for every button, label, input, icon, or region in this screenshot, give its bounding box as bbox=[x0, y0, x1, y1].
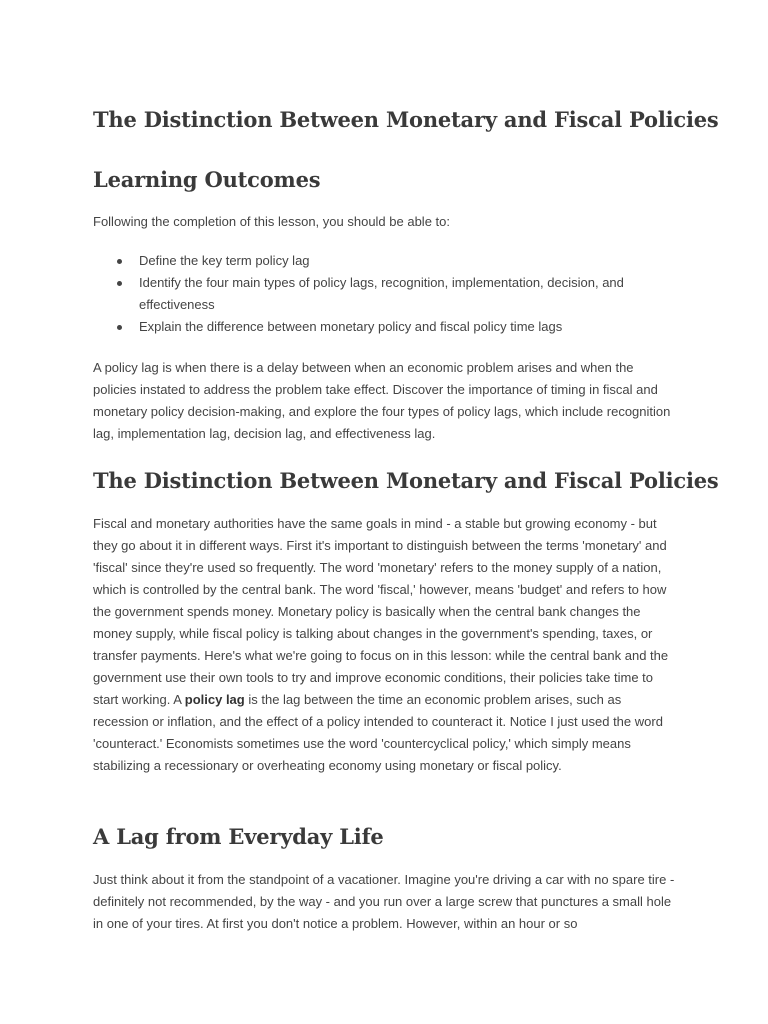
distinction-text-after: is the lag between the time an economic problem arises, such as recession or inflation, and the effect of a policy intended to counteract it. Notice I just used the word 'counteract.' Economists sometimes use the word 'countercyclical policy,' which simply means stabilizing a recessionary or overheating economy using monetary or fiscal policy. bbox=[93, 692, 663, 773]
distinction-heading: The Distinction Between Monetary and Fiscal Policies bbox=[93, 468, 719, 493]
everyday-lag-paragraph: Just think about it from the standpoint of a vacationer. Imagine you're driving a car with no spare tire - definitely not recommended, by the way - and you run over a large screw that punctures a small hole in one of your tires. At first you don't notice a problem. However, within an hour or so bbox=[93, 872, 675, 931]
summary-paragraph: A policy lag is when there is a delay between when an economic problem arises and when the policies instated to address the problem take effect. Discover the importance of timing in fiscal and monetary policy decision-making, and explore the four types of policy lags, which include recognition lag, implementation lag, decision lag, and effectiveness lag. bbox=[93, 360, 671, 441]
list-item: Identify the four main types of policy lags, recognition, implementation, decision, and effectiveness bbox=[139, 272, 675, 316]
learning-outcomes-intro: Following the completion of this lesson, you should be able to: bbox=[93, 214, 450, 229]
policy-lag-term: policy lag bbox=[184, 692, 245, 707]
distinction-paragraph bbox=[93, 513, 675, 777]
learning-outcomes-list bbox=[93, 250, 675, 338]
everyday-lag-heading: A Lag from Everyday Life bbox=[93, 824, 384, 849]
list-item: Explain the difference between monetary policy and fiscal policy time lags bbox=[139, 316, 675, 338]
list-item: Define the key term policy lag bbox=[139, 250, 675, 272]
page-title: The Distinction Between Monetary and Fiscal Policies bbox=[93, 107, 719, 132]
distinction-text-before: Fiscal and monetary authorities have the same goals in mind - a stable but growing economy - but they go about it in different ways. First it's important to distinguish between the terms 'monetary' and 'fiscal' since they're used so frequently. The word 'monetary' refers to the money supply of a nation, which is controlled by the central bank. The word 'fiscal,' however, means 'budget' and refers to how the government spends money. Monetary policy is basically when the central bank changes the money supply, while fiscal policy is talking about changes in the government's spending, taxes, or transfer payments. Here's what we're going to focus on in this lesson: while the central bank and the government use their own tools to try and improve economic conditions, their policies take time to start working. A bbox=[93, 516, 669, 707]
learning-outcomes-heading: Learning Outcomes bbox=[93, 167, 321, 192]
